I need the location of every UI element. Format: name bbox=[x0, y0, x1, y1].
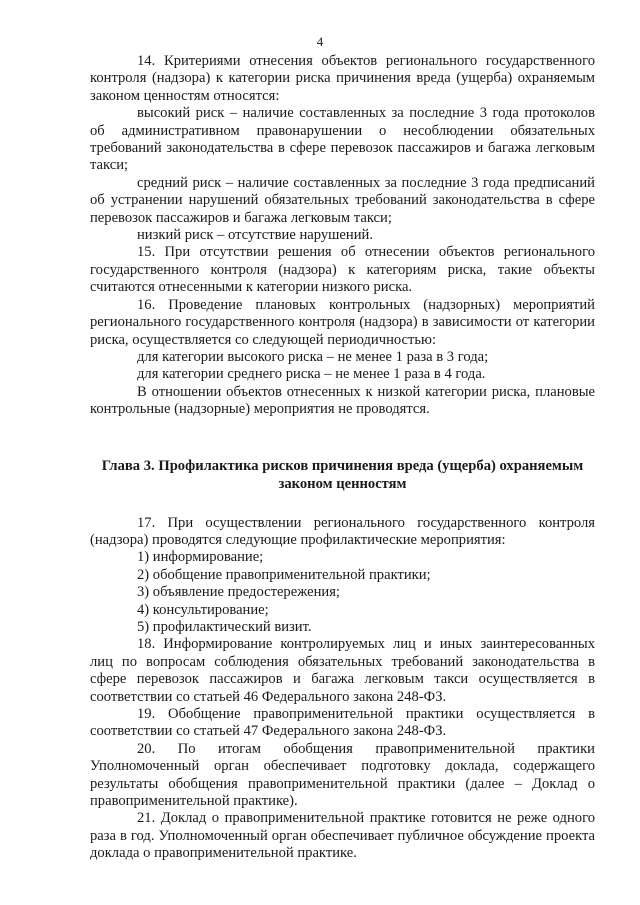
chapter-heading: Глава 3. Профилактика рисков причинения вреда (ущерба) охраняемым законом ценностям bbox=[101, 457, 584, 492]
paragraph: низкий риск – отсутствие нарушений. bbox=[137, 227, 373, 244]
page-number: 4 bbox=[316, 34, 324, 49]
paragraph: средний риск – наличие составленных за последние 3 года предписаний об устранении нарушений обязательных требований законодательства в сфере перевозок пассажиров и багажа легковым такси; bbox=[90, 174, 595, 226]
paragraph: для категории среднего риска – не менее 1 раза в 4 года. bbox=[137, 366, 486, 383]
list-item: 4) консультирование; bbox=[137, 601, 269, 618]
paragraph: 21. Доклад о правоприменительной практике готовится не реже одного раза в год. Уполномоченный орган обеспечивает публичное обсуждение проекта доклада о правоприменительной практике. bbox=[90, 810, 595, 862]
list-item: 1) информирование; bbox=[137, 549, 264, 566]
paragraph: для категории высокого риска – не менее 1 раза в 3 года; bbox=[137, 348, 489, 365]
paragraph: 16. Проведение плановых контрольных (надзорных) мероприятий регионального государственного контроля (надзора) в зависимости от категории риска, осуществляется со следующей периодичностью: bbox=[90, 296, 595, 348]
list-item: 3) объявление предостережения; bbox=[137, 584, 340, 601]
paragraph: 14. Критериями отнесения объектов регионального государственного контроля (надзора) к категории риска причинения вреда (ущерба) охраняемым законом ценностям относятся: bbox=[90, 53, 595, 104]
list-item: 2) обобщение правоприменительной практики; bbox=[137, 566, 431, 583]
document-body bbox=[90, 53, 595, 863]
paragraph: 19. Обобщение правоприменительной практики осуществляется в соответствии со статьей 47 Федерального закона 248-ФЗ. bbox=[90, 706, 595, 740]
paragraph: В отношении объектов отнесенных к низкой категории риска, плановые контрольные (надзорные) мероприятия не проводятся. bbox=[90, 383, 595, 418]
paragraph: 15. При отсутствии решения об отнесении объектов регионального государственного контроля (надзора) к категориям риска, такие объекты считаются отнесенными к категории низкого риска. bbox=[90, 244, 595, 296]
paragraph: 20. По итогам обобщения правоприменительной практики Уполномоченный орган обеспечивает подготовку доклада, содержащего результаты обобщения правоприменительной практики (далее – Доклад о правоприменительной практике). bbox=[90, 740, 595, 810]
list-item: 5) профилактический визит. bbox=[137, 618, 312, 635]
paragraph: 18. Информирование контролируемых лиц и иных заинтересованных лиц по вопросам соблюдения обязательных требований законодательства в сфере перевозок пассажиров и багажа легковым такси осуществляется в соответствии со статьей 46 Федерального закона 248-ФЗ. bbox=[90, 636, 595, 705]
paragraph: 17. При осуществлении регионального государственного контроля (надзора) проводятся следующие профилактические мероприятия: bbox=[90, 514, 595, 548]
paragraph: высокий риск – наличие составленных за последние 3 года протоколов об административном правонарушении о несоблюдении обязательных требований законодательства в сфере перевозок пассажиров и багажа легковым такси; bbox=[90, 105, 595, 174]
